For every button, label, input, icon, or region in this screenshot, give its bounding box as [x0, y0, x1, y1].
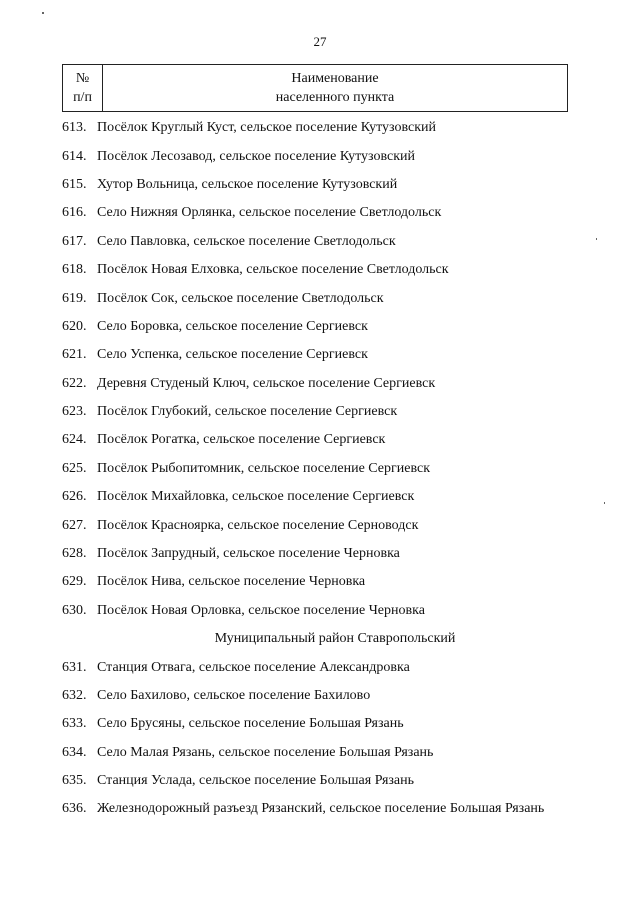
list-item [62, 710, 568, 738]
item-text: Село Малая Рязань, сельское поселение Большая Рязань [97, 744, 434, 760]
list-item [62, 795, 568, 818]
item-number: 636. [62, 801, 87, 817]
scan-speck [42, 12, 44, 14]
item-number: 621. [62, 347, 87, 363]
list-item [62, 142, 568, 170]
item-text: Село Боровка, сельское поселение Сергиевск [97, 318, 368, 334]
item-text: Посёлок Новая Елховка, сельское поселение Светлодольск [97, 262, 449, 278]
item-number: 626. [62, 489, 87, 505]
item-text: Посёлок Глубокий, сельское поселение Сергиевск [97, 404, 398, 420]
item-number: 627. [62, 517, 87, 533]
scan-speck [604, 502, 605, 504]
list-item [62, 767, 568, 795]
item-text: Посёлок Нива, сельское поселение Черновка [97, 574, 366, 590]
item-number: 633. [62, 716, 87, 732]
item-text: Посёлок Михайловка, сельское поселение Сергиевск [97, 489, 415, 505]
item-text: Посёлок Рыбопитомник, сельское поселение Сергиевск [97, 460, 430, 476]
list-item [62, 426, 568, 454]
item-number: 614. [62, 148, 87, 164]
item-number: 613. [62, 120, 87, 136]
table-header [62, 64, 568, 112]
item-text: Село Брусяны, сельское поселение Большая Рязань [97, 716, 404, 732]
scan-speck [596, 238, 597, 240]
list-item [62, 171, 568, 199]
list-item [62, 313, 568, 341]
item-number: 615. [62, 176, 87, 192]
item-number: 628. [62, 546, 87, 562]
item-number: 634. [62, 744, 87, 760]
item-text: Посёлок Лесозавод, сельское поселение Кутузовский [97, 148, 416, 164]
list-item [62, 455, 568, 483]
item-number: 624. [62, 432, 87, 448]
item-text: Посёлок Красноярка, сельское поселение Серноводск [97, 517, 419, 533]
item-number: 620. [62, 318, 87, 334]
item-number: 630. [62, 602, 87, 618]
item-number: 623. [62, 404, 87, 420]
list-item [62, 256, 568, 284]
header-num-line2: п/п [73, 90, 92, 105]
item-number: 632. [62, 688, 87, 703]
list-item [62, 228, 568, 256]
list-item [62, 114, 568, 142]
list-item [62, 653, 568, 681]
item-number: 629. [62, 574, 87, 590]
item-text: Село Успенка, сельское поселение Сергиевск [97, 347, 368, 363]
item-number: 617. [62, 233, 87, 249]
item-text: Железнодорожный разъезд Рязанский, сельское поселение Большая Рязань [97, 801, 545, 817]
item-text: Село Бахилово, сельское поселение Бахилово [97, 688, 371, 703]
page-number: 27 [313, 34, 327, 49]
item-number: 625. [62, 460, 87, 476]
item-number: 635. [62, 773, 87, 789]
list-item [62, 739, 568, 767]
list-item [62, 398, 568, 426]
list-item [62, 199, 568, 227]
list-item [62, 568, 568, 596]
list-item [62, 284, 568, 312]
item-text: Село Нижняя Орлянка, сельское поселение Светлодольск [97, 205, 442, 221]
item-text: Деревня Студеный Ключ, сельское поселение Сергиевск [97, 375, 436, 391]
header-num-line1: № [75, 71, 90, 86]
section-heading: Муниципальный район Ставропольский [214, 631, 456, 647]
list-item [62, 370, 568, 398]
item-text: Посёлок Запрудный, сельское поселение Черновка [97, 546, 400, 562]
list-item [62, 341, 568, 369]
item-text: Посёлок Сок, сельское поселение Светлодольск [97, 290, 384, 306]
item-text: Станция Отвага, сельское поселение Александровка [97, 659, 410, 675]
item-number: 619. [62, 290, 87, 306]
list-item [62, 540, 568, 568]
list-item [62, 682, 568, 710]
item-text: Село Павловка, сельское поселение Светлодольск [97, 233, 396, 249]
item-number: 631. [62, 659, 87, 675]
item-text: Хутор Вольница, сельское поселение Кутузовский [97, 176, 398, 192]
settlement-list [62, 114, 568, 818]
item-text: Посёлок Новая Орловка, сельское поселение Черновка [97, 602, 425, 618]
item-text: Посёлок Круглый Куст, сельское поселение Кутузовский [97, 120, 437, 136]
item-text: Станция Услада, сельское поселение Большая Рязань [97, 773, 415, 789]
header-name-line1: Наименование [291, 71, 379, 86]
item-number: 616. [62, 205, 87, 221]
header-number-column [63, 65, 103, 111]
list-item [62, 483, 568, 511]
list-item [62, 511, 568, 539]
header-name-line2: населенного пункта [275, 90, 395, 105]
item-number: 622. [62, 375, 87, 391]
item-number: 618. [62, 262, 87, 278]
list-item [62, 597, 568, 625]
item-text: Посёлок Рогатка, сельское поселение Сергиевск [97, 432, 386, 448]
header-name-column [103, 65, 567, 111]
